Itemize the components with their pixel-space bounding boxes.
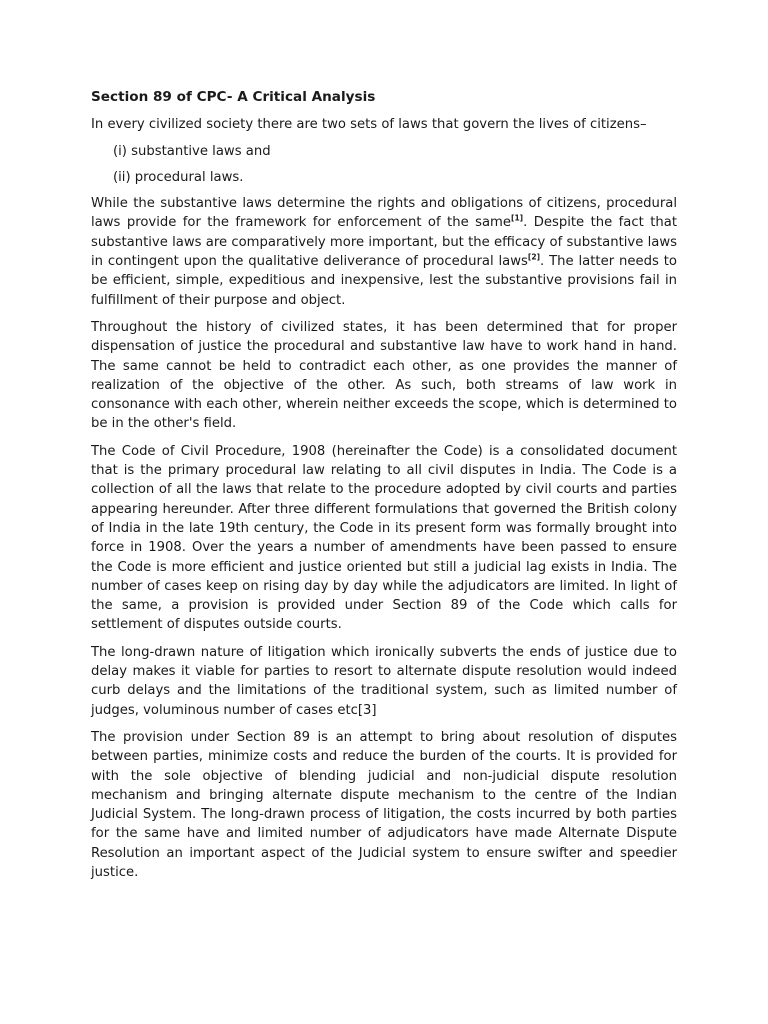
paragraph-litigation-delay: The long-drawn nature of litigation which ironically subverts the ends of justice due to delay makes it viable for parties to resort to alternate dispute resolution would indeed curb delays and the limitations of the traditional system, such as limited number of judges, voluminous number of cases etc[3]	[91, 644, 677, 718]
paragraph-history: Throughout the history of civilized states, it has been determined that for proper dispensation of justice the procedural and substantive law have to work hand in hand. The same cannot be held to contradict each other, as one provides the manner of realization of the objective of the other. As such, both streams of law work in consonance with each other, wherein neither exceeds the scope, which is determined to be in the other's field.	[91, 319, 677, 432]
paragraph-text: While the substantive laws determine the rights and obligations of citizens, procedural laws provide for the framework for enforcement of the same	[91, 196, 677, 231]
footnote-ref-2[interactable]: [2]	[527, 252, 540, 262]
paragraph-substantive-vs-procedural	[91, 194, 677, 310]
paragraph-code-of-civil-procedure: The Code of Civil Procedure, 1908 (hereinafter the Code) is a consolidated document that is the primary procedural law relating to all civil disputes in India. The Code is a collection of all the laws that relate to the procedure adopted by civil courts and parties appearing hereunder. After three different formulations that governed the British colony of India in the late 19th century, the Code in its present form was formally brought into force in 1908. Over the years a number of amendments have been passed to ensure the Code is more efficient and justice oriented but still a judicial lag exists in India. The number of cases keep on rising day by day while the adjudicators are limited. In light of the same, a provision is provided under Section 89 of the Code which calls for settlement of disputes outside courts.	[91, 443, 677, 633]
paragraph-text: . The latter needs to be efficient, simple, expeditious and inexpensive, lest the substantive provisions fail in fulfillment of their purpose and object.	[91, 254, 677, 308]
document-title: Section 89 of CPC- A Critical Analysis	[91, 89, 376, 105]
list-item-substantive: (i) substantive laws and	[113, 143, 271, 159]
document-page	[91, 88, 677, 890]
paragraph-section-89-provision: The provision under Section 89 is an attempt to bring about resolution of disputes between parties, minimize costs and reduce the burden of the courts. It is provided for with the sole objective of blending judicial and non-judicial dispute resolution mechanism and bringing alternate dispute mechanism to the centre of the Indian Judicial System. The long-drawn process of litigation, the costs incurred by both parties for the same have and limited number of adjudicators have made Alternate Dispute Resolution an important aspect of the Judicial system to ensure swifter and speedier justice.	[91, 729, 677, 880]
intro-paragraph: In every civilized society there are two sets of laws that govern the lives of citizens–	[91, 117, 647, 133]
list-item-procedural: (ii) procedural laws.	[113, 169, 244, 185]
footnote-ref-1[interactable]: [1]	[511, 214, 524, 224]
paragraph-text: . Despite the fact that substantive laws are comparatively more important, but the efficacy of substantive laws in contingent upon the qualitative deliverance of procedural laws	[91, 215, 677, 270]
